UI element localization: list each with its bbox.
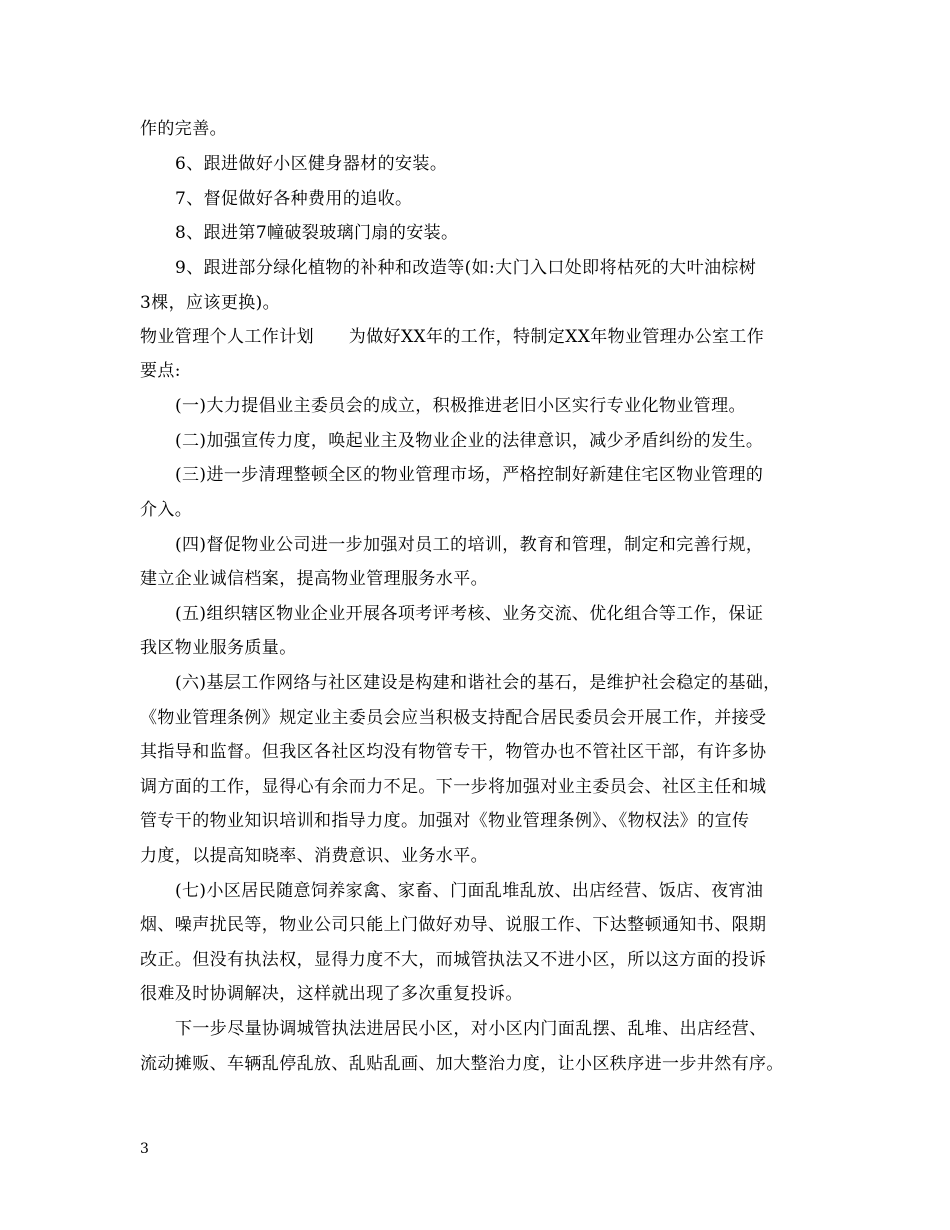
text-line: 管专干的物业知识培训和指导力度。加强对《物业管理条例》、《物权法》的宣传	[140, 811, 750, 831]
text-line: 力度，以提高知晓率、消费意识、业务水平。	[140, 846, 488, 866]
text-line: (七)小区居民随意饲养家禽、家畜、门面乱堆乱放、出店经营、饭店、夜宵油	[175, 881, 764, 901]
text-line: (三)进一步清理整顿全区的物业管理市场，严格控制好新建住宅区物业管理的	[175, 465, 764, 485]
text-line: (一)大力提倡业主委员会的成立，积极推进老旧小区实行专业化物业管理。	[175, 396, 746, 416]
text-line: 7、督促做好各种费用的追收。	[175, 189, 413, 209]
text-line: 6、跟进做好小区健身器材的安装。	[175, 154, 448, 174]
text-line: 介入。	[140, 500, 193, 520]
text-line: 烟、噪声扰民等，物业公司只能上门做好劝导、说服工作、下达整顿通知书、限期	[140, 915, 767, 935]
text-line: 改正。但没有执法权，显得力度不大，而城管执法又不进小区，所以这方面的投诉	[140, 950, 767, 970]
page-number: 3	[140, 1141, 149, 1157]
text-line: (四)督促物业公司进一步加强对员工的培训，教育和管理，制定和完善行规，	[175, 535, 764, 555]
text-line: 《物业管理条例》规定业主委员会应当积极支持配合居民委员会开展工作，并接受	[140, 708, 767, 728]
text-line: (五)组织辖区物业企业开展各项考评考核、业务交流、优化组合等工作，保证	[175, 604, 764, 624]
text-line: 下一步尽量协调城管执法进居民小区，对小区内门面乱摆、乱堆、出店经营、	[175, 1019, 767, 1039]
text-line: 物业管理个人工作计划 为做好XX年的工作，特制定XX年物业管理办公室工作	[140, 327, 765, 347]
text-line: 很难及时协调解决，这样就出现了多次重复投诉。	[140, 984, 523, 1004]
text-line: 3棵，应该更换)。	[140, 293, 281, 313]
text-line: 要点:	[140, 361, 181, 381]
text-line: 8、跟进第7幢破裂玻璃门扇的安装。	[175, 223, 459, 243]
text-line: 作的完善。	[140, 119, 227, 139]
text-line: 调方面的工作，显得心有余而力不足。下一步将加强对业主委员会、社区主任和城	[140, 777, 767, 797]
text-line: 建立企业诚信档案，提高物业管理服务水平。	[140, 569, 488, 589]
text-line: 流动摊贩、车辆乱停乱放、乱贴乱画、加大整治力度，让小区秩序进一步井然有序。	[140, 1054, 784, 1074]
text-line: 9、跟进部分绿化植物的补种和改造等(如:大门入口处即将枯死的大叶油棕树	[175, 258, 757, 278]
text-line: (六)基层工作网络与社区建设是构建和谐社会的基石，是维护社会稳定的基础，	[175, 673, 781, 693]
text-line: 其指导和监督。但我区各社区均没有物管专干，物管办也不管社区干部，有许多协	[140, 742, 767, 762]
text-line: (二)加强宣传力度，唤起业主及物业企业的法律意识，减少矛盾纠纷的发生。	[175, 431, 764, 451]
text-line: 我区物业服务质量。	[140, 638, 297, 658]
